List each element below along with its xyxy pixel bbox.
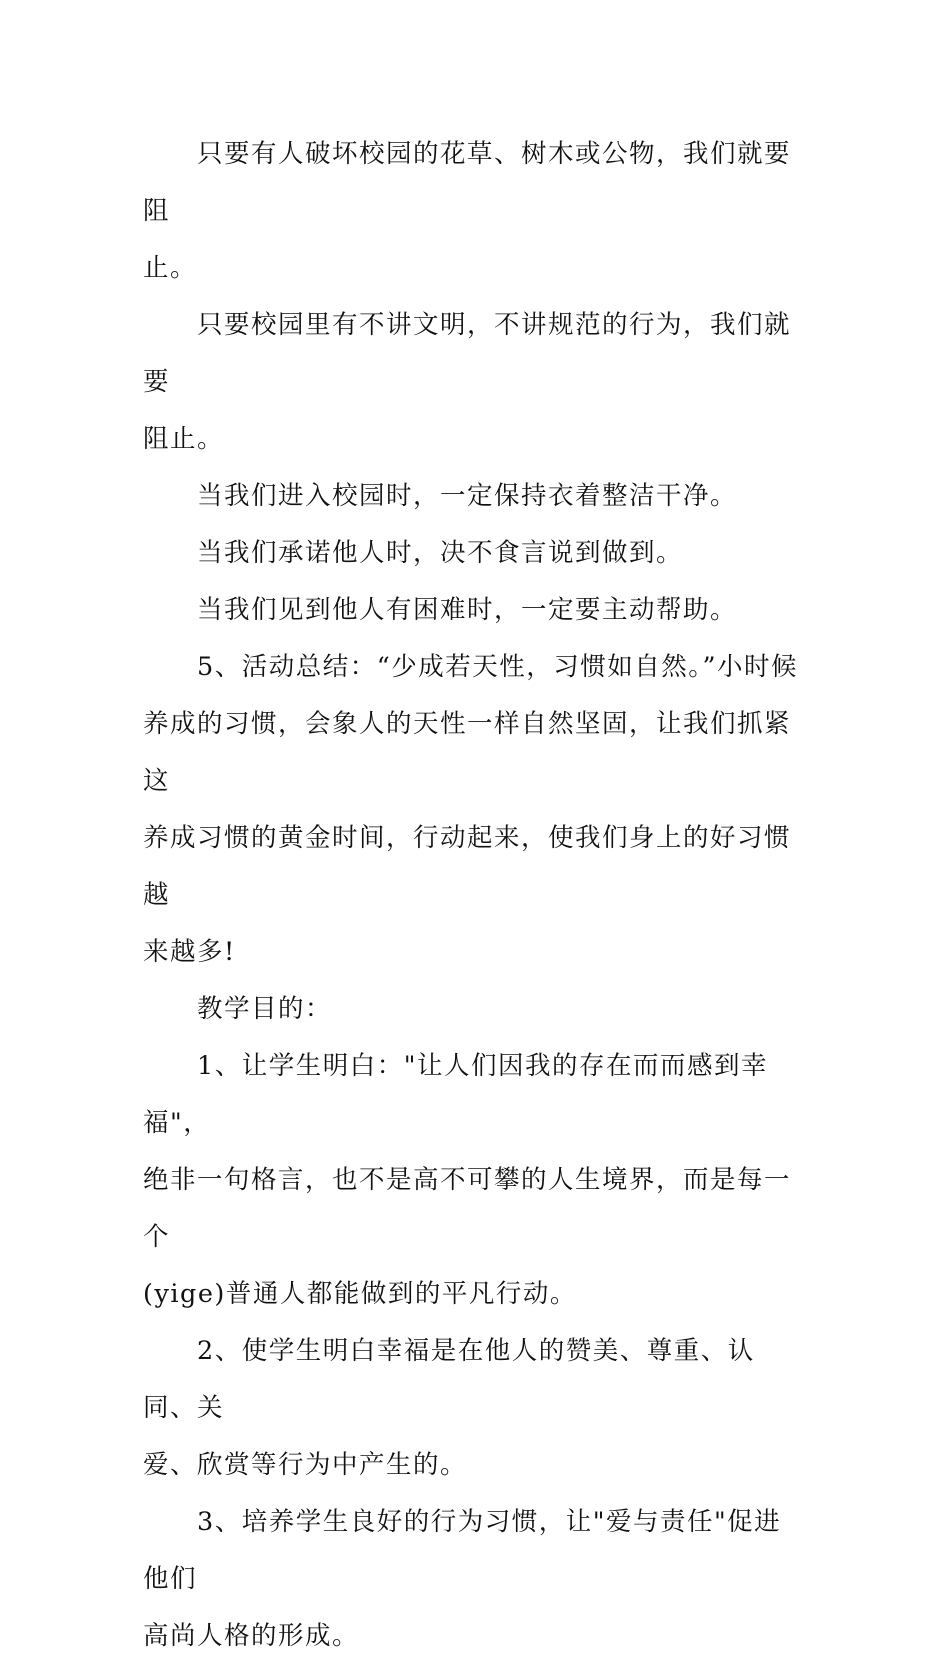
paragraph-line: 止。 bbox=[143, 253, 198, 283]
paragraph-line: 只要校园里有不讲文明，不讲规范的行为，我们就要 bbox=[143, 310, 792, 397]
document-body bbox=[143, 126, 808, 1665]
paragraph-line: 爱、欣赏等行为中产生的。 bbox=[143, 1450, 468, 1480]
paragraph-line: 养成的习惯，会象人的天性一样自然坚固，让我们抓紧这 bbox=[143, 709, 792, 796]
paragraph-line: 5、活动总结：“少成若天性，习惯如自然。”小时候 bbox=[197, 652, 799, 682]
paragraph-line: 当我们进入校园时，一定保持衣着整洁干净。 bbox=[197, 481, 738, 511]
paragraph-line: 3、培养学生良好的行为习惯，让"爱与责任"促进他们 bbox=[143, 1507, 782, 1594]
paragraph-line: 当我们见到他人有困难时，一定要主动帮助。 bbox=[197, 595, 738, 625]
paragraph-line: 养成习惯的黄金时间，行动起来，使我们身上的好习惯越 bbox=[143, 823, 792, 910]
paragraph-goal-1 bbox=[143, 1038, 808, 1323]
paragraph-neat-attire bbox=[143, 468, 808, 525]
paragraph-activity-summary bbox=[143, 639, 808, 981]
paragraph-keep-promise bbox=[143, 525, 808, 582]
paragraph-goal-2 bbox=[143, 1323, 808, 1494]
heading-teaching-goals bbox=[143, 981, 808, 1038]
paragraph-goal-3 bbox=[143, 1494, 808, 1665]
paragraph-line: 来越多! bbox=[143, 937, 236, 967]
paragraph-stop-damage bbox=[143, 126, 808, 297]
paragraph-help-others bbox=[143, 582, 808, 639]
paragraph-line: 只要有人破坏校园的花草、树木或公物，我们就要阻 bbox=[143, 139, 792, 226]
paragraph-line: 高尚人格的形成。 bbox=[143, 1621, 360, 1651]
paragraph-line: 1、让学生明白："让人们因我的存在而而感到幸福"， bbox=[143, 1051, 768, 1138]
paragraph-stop-uncivil bbox=[143, 297, 808, 468]
paragraph-line: 绝非一句格言，也不是高不可攀的人生境界，而是每一个 bbox=[143, 1165, 792, 1252]
paragraph-line: 教学目的： bbox=[197, 994, 333, 1024]
paragraph-line: 当我们承诺他人时，决不食言说到做到。 bbox=[197, 538, 684, 568]
paragraph-line: 阻止。 bbox=[143, 424, 225, 454]
paragraph-line: 2、使学生明白幸福是在他人的赞美、尊重、认同、关 bbox=[143, 1336, 755, 1423]
paragraph-line: (yige)普通人都能做到的平凡行动。 bbox=[143, 1279, 577, 1309]
